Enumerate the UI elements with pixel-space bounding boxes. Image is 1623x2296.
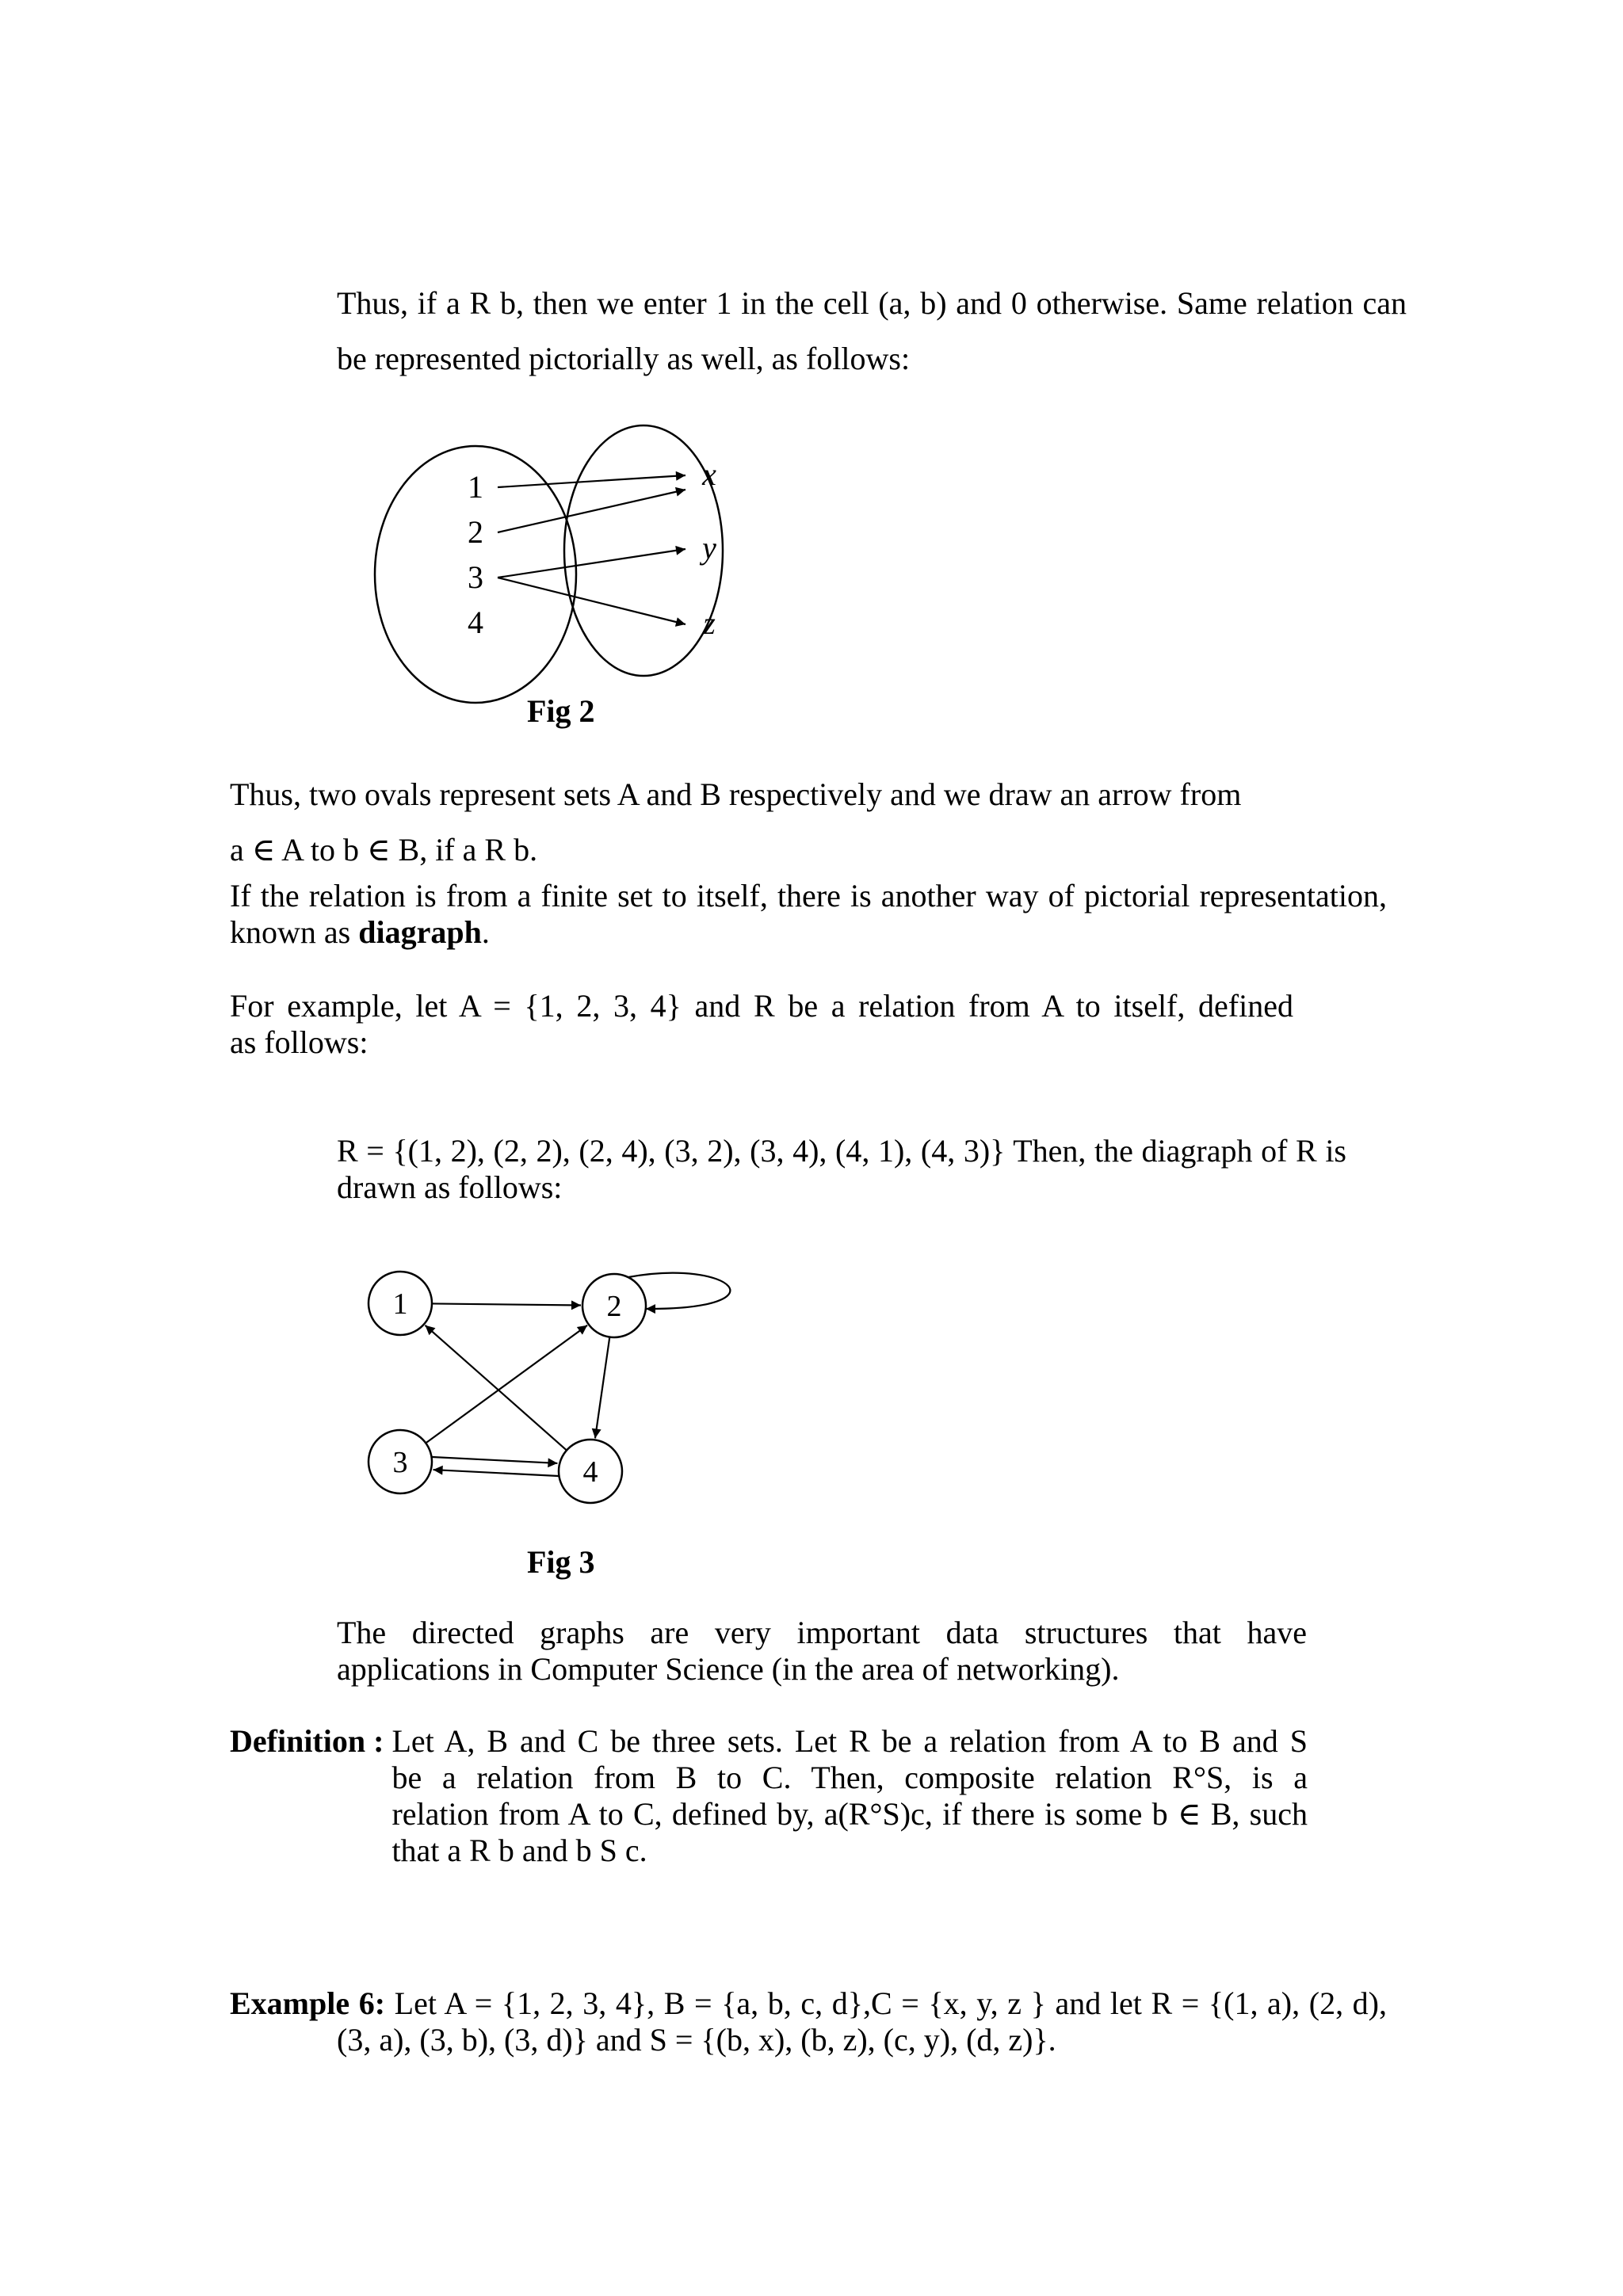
text-line: applications in Computer Science (in the area of networking). [337,1651,1120,1687]
text-line: relation from A to C, defined by, a(R°S)c, if there is some b ∈ B, such [391,1796,1308,1832]
paragraph-ovals-explanation [230,767,1419,878]
set-a-element: 2 [468,514,483,550]
text-line: If the relation is from a finite set to itself, there is another way of pictorial representation, [230,878,1387,913]
set-a-element: 1 [468,469,483,505]
paragraph-diagraph-intro [230,878,1387,951]
text-line: known as diagraph. [230,914,490,950]
relation-arrow [498,549,685,578]
text-line: (3, a), (3, b), (3, d)} and S = {(b, x), (b, z), (c, y), (d, z)}. [337,2022,1056,2058]
relation-arrow [498,578,685,624]
text-line: drawn as follows: [337,1169,563,1205]
definition-composite-relation [230,1723,1308,1869]
relation-arrow [498,475,685,487]
set-a-element: 3 [468,559,483,595]
figure-3-digraph [349,1260,792,1521]
figure-2-caption: Fig 2 [527,693,595,729]
text-line: Thus, two ovals represent sets A and B respectively and we draw an arrow from [230,776,1242,812]
digraph-node-label: 1 [392,1287,408,1321]
digraph-edge [425,1325,567,1451]
digraph-edge [433,1470,559,1476]
figure-2-relation-arrow-diagram [372,420,848,713]
digraph-node-label: 3 [392,1446,408,1479]
set-a-element: 4 [468,605,483,640]
relation-arrow [498,490,685,532]
term-diagraph: diagraph [358,914,482,950]
paragraph-relation-r [337,1133,1346,1206]
digraph-node-label: 4 [582,1455,598,1489]
figure-3-caption: Fig 3 [527,1544,595,1580]
paragraph-matrix-explanation [337,285,1407,377]
digraph-edge [595,1337,609,1439]
paragraph-directed-graphs [337,1615,1307,1688]
set-b-element: y [702,530,716,566]
text-line: that a R b and b S c. [391,1833,647,1868]
digraph-edge [432,1303,581,1305]
text-line: R = {(1, 2), (2, 2), (2, 4), (3, 2), (3, 4), (4, 1), (4, 3)} Then, the diagraph of R is [337,1133,1346,1169]
text-line: The directed graphs are very important data structures that have [337,1615,1307,1650]
set-b-element: x [702,456,716,492]
digraph-node-label: 2 [606,1290,622,1323]
text-line: be a relation from B to C. Then, composite relation R°S, is a [391,1760,1308,1795]
paragraph-example-set [230,988,1293,1061]
text-line: For example, let A = {1, 2, 3, 4} and R be a relation from A to itself, defined [230,988,1293,1024]
text-line: as follows: [230,1024,369,1060]
text-line: Example 6: Let A = {1, 2, 3, 4}, B = {a, b, c, d},C = {x, y, z } and let R = {(1, a), (2, d), [230,1985,1388,2021]
text-line: Thus, if a R b, then we enter 1 in the cell (a, b) and 0 otherwise. Same relation can [337,285,1407,321]
digraph-edge [432,1457,557,1463]
text-line: a ∈ A to b ∈ B, if a R b. [230,832,538,868]
digraph-edge [426,1325,587,1444]
text-line: be represented pictorially as well, as follows: [337,341,911,376]
example-6 [230,1985,1387,2058]
text-line: Let A, B and C be three sets. Let R be a relation from A to B and S [391,1723,1308,1759]
definition-label: Definition : [230,1723,392,1759]
example-label: Example 6: [230,1985,386,2021]
set-b-element: z [703,605,716,641]
set-b-oval [564,425,723,676]
